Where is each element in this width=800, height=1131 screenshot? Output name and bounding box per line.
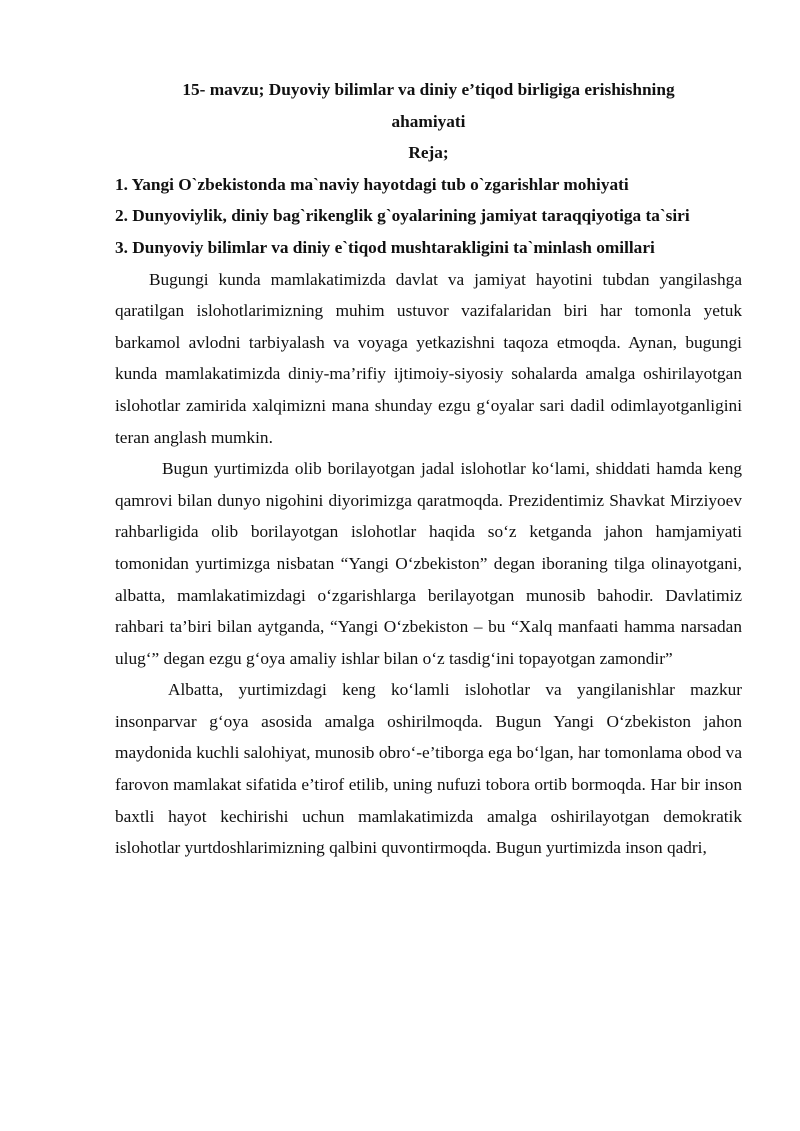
title-line-1: 15- mavzu; Duyoviy bilimlar va diniy e’tiqod birligiga erishishning <box>182 80 675 99</box>
document-page <box>115 74 742 864</box>
plan-heading: Reja; <box>408 143 449 163</box>
plan-item-3: 3. Dunyoviy bilimlar va diniy e`tiqod mushtarakligini ta`minlash omillari <box>115 237 655 257</box>
paragraph-2: Bugun yurtimizda olib borilayotgan jadal islohotlar ko‘lami, shiddati hamda keng qamrovi bilan dunyo nigohini diyorimizga qaratmoqda. Prezidentimiz Shavkat Mirziyoev rahbarligida olib borilayotgan islohotlar haqida so‘z ketganda jahon hamjamiyati tomonidan yurtimizga nisbatan “Yangi O‘zbekiston” degan iboraning tilga olinayotgani, albatta, mamlakatimizdagi o‘zgarishlarga berilayotgan munosib bahodir. Davlatimiz rahbari ta’biri bilan aytganda, “Yangi O‘zbekiston – bu “Xalq manfaati hamma narsadan ulug‘” degan ezgu g‘oya amaliy ishlar bilan o‘z tasdig‘ini topayotgan zamondir” <box>115 459 742 668</box>
paragraph-3: Albatta, yurtimizdagi keng ko‘lamli islohotlar va yangilanishlar mazkur insonparvar g‘oya asosida amalga oshirilmoqda. Bugun Yangi O‘zbekiston jahon maydonida kuchli salohiyat, munosib obro‘-e’tiborga ega bo‘lgan, har tomonlama obod va farovon mamlakat sifatida e’tirof etilib, uning nufuzi tobora ortib bormoqda. Har bir inson baxtli hayot kechirishi uchun mamlakatimizda amalga oshirilayotgan demokratik islohotlar yurtdoshlarimizning qalbini quvontirmoqda. Bugun yurtimizda inson qadri, <box>115 680 742 858</box>
plan-item-1: 1. Yangi O`zbekistonda ma`naviy hayotdagi tub o`zgarishlar mohiyati <box>115 174 629 194</box>
document-title <box>115 74 742 137</box>
title-line-2: ahamiyati <box>391 111 466 131</box>
plan-item-2: 2. Dunyoviylik, diniy bag`rikenglik g`oyalarining jamiyat taraqqiyotiga ta`siri <box>115 206 690 226</box>
paragraph-1: Bugungi kunda mamlakatimizda davlat va jamiyat hayotini tubdan yangilashga qaratilgan islohotlarimizning muhim ustuvor vazifalaridan biri har tomonla yetuk barkamol avlodni tarbiyalash va voyaga yetkazishni taqoza etmoqda. Aynan, bugungi kunda mamlakatimizda diniy-ma’rifiy ijtimoiy-siyosiy sohalarda amalga oshirilayotgan islohotlar zamirida xalqimizni mana shunday ezgu g‘oyalar sari dadil odimlayotganligini teran anglash mumkin. <box>115 269 742 447</box>
